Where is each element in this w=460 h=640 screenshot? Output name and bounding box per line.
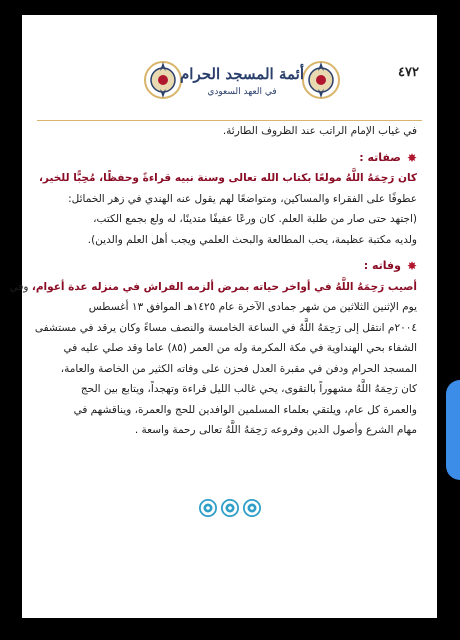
eight-point-star-icon: ✸: [406, 150, 417, 165]
paragraph-line: [40, 168, 417, 189]
paragraph-line: [40, 297, 417, 318]
paragraph-line: [9, 277, 417, 298]
rosette-ornament-icon: [199, 499, 217, 517]
paragraph-line: [40, 420, 417, 441]
body-text: [9, 121, 417, 441]
line-text: وفي: [9, 280, 32, 293]
paragraph-line: [40, 209, 417, 230]
line-text: ولديه مكتبة عظيمة، يحب المطالعة والبحث العلمي ويجب أهل العلم والدين).: [87, 233, 417, 246]
highlighted-text: كان رَحِمَهُ اللَّهُ مولعًا بكتاب الله تعالى وسنة نبيه قراءةً وحفظًا، مُحِبًّا للخير،: [38, 172, 417, 184]
paragraph-line: [40, 400, 417, 421]
line-text: مهام الشرع وأصول الدين وفروعه رَحِمَهُ اللَّهُ تعالى رحمة واسعة .: [134, 424, 417, 436]
eight-point-star-icon: ✸: [406, 259, 417, 273]
page-header: [142, 59, 342, 117]
book-page: [9, 15, 437, 618]
paragraph-line: [40, 379, 417, 400]
line-text: والعمرة كل عام، ويلتقي بعلماء المسلمين الوافدين للحج والعمرة، ويناقشهم في: [73, 403, 417, 416]
rosette-ornament-icon: [221, 499, 239, 517]
rosette-ornament-icon: [243, 499, 261, 517]
line-text: عطوفًا على الفقراء والمساكين، ومتواضعًا لهم يقول عنه الهندي في زهر الخمائل:: [68, 192, 417, 205]
paragraph-line: [40, 338, 417, 359]
line-text: (اجتهد حتى صار من طلبة العلم. كان ورعًا عفيفًا متدينًا، له ولع بجمع الكتب،: [93, 213, 417, 225]
footer-ornament: [22, 499, 437, 517]
page-number: ٤٧٢: [398, 65, 419, 80]
line-text: الشفاء بحي الهنداوية في مكة المكرمة وله من العمر (٨٥) عاما وقد صلي عليه في: [63, 342, 417, 354]
paragraph-line: [40, 189, 417, 210]
scroll-handle[interactable]: [446, 380, 460, 480]
line-text: ٢٠٠٤م انتقل إلى رَحِمَهُ اللَّهُ في الساعة الخامسة والنصف مساءً وكان يرقد في مستشفى: [34, 321, 417, 334]
line-text: يوم الإثنين الثلاثين من شهر جمادى الآخرة عام ١٤٢٥هـ الموافق ١٣ أغسطس: [88, 301, 417, 313]
section-heading-attributes: [40, 148, 417, 169]
section-heading-label: صفاته :: [359, 150, 401, 164]
paragraph-line: [40, 359, 417, 380]
line-text: المسجد الحرام ودفن في مقبرة العدل فحزن على وفاته الكثير من الخاصة والعامة،: [60, 362, 417, 375]
paragraph-line: [40, 230, 417, 251]
highlighted-text: أصيب رَحِمَهُ اللَّهُ في أواخر حياته بمرض ألزمه الفراش في منزله عدة أعوام،: [31, 280, 417, 293]
line-text: كان رَحِمَهُ اللَّهُ مشهوراً بالتقوى، يحي غالب الليل قراءة وتهجداً، ويتابع بين الحج: [80, 383, 417, 395]
section-heading-label: وفاته :: [363, 259, 401, 272]
header-subtitle: في العهد السعودي: [207, 87, 277, 97]
intro-line: في غياب الإمام الراتب عند الظروف الطارئة.: [222, 125, 417, 137]
header-title: أئمة المسجد الحرام: [180, 65, 304, 83]
section-heading-death: [40, 256, 417, 277]
paragraph-line: [34, 318, 417, 339]
